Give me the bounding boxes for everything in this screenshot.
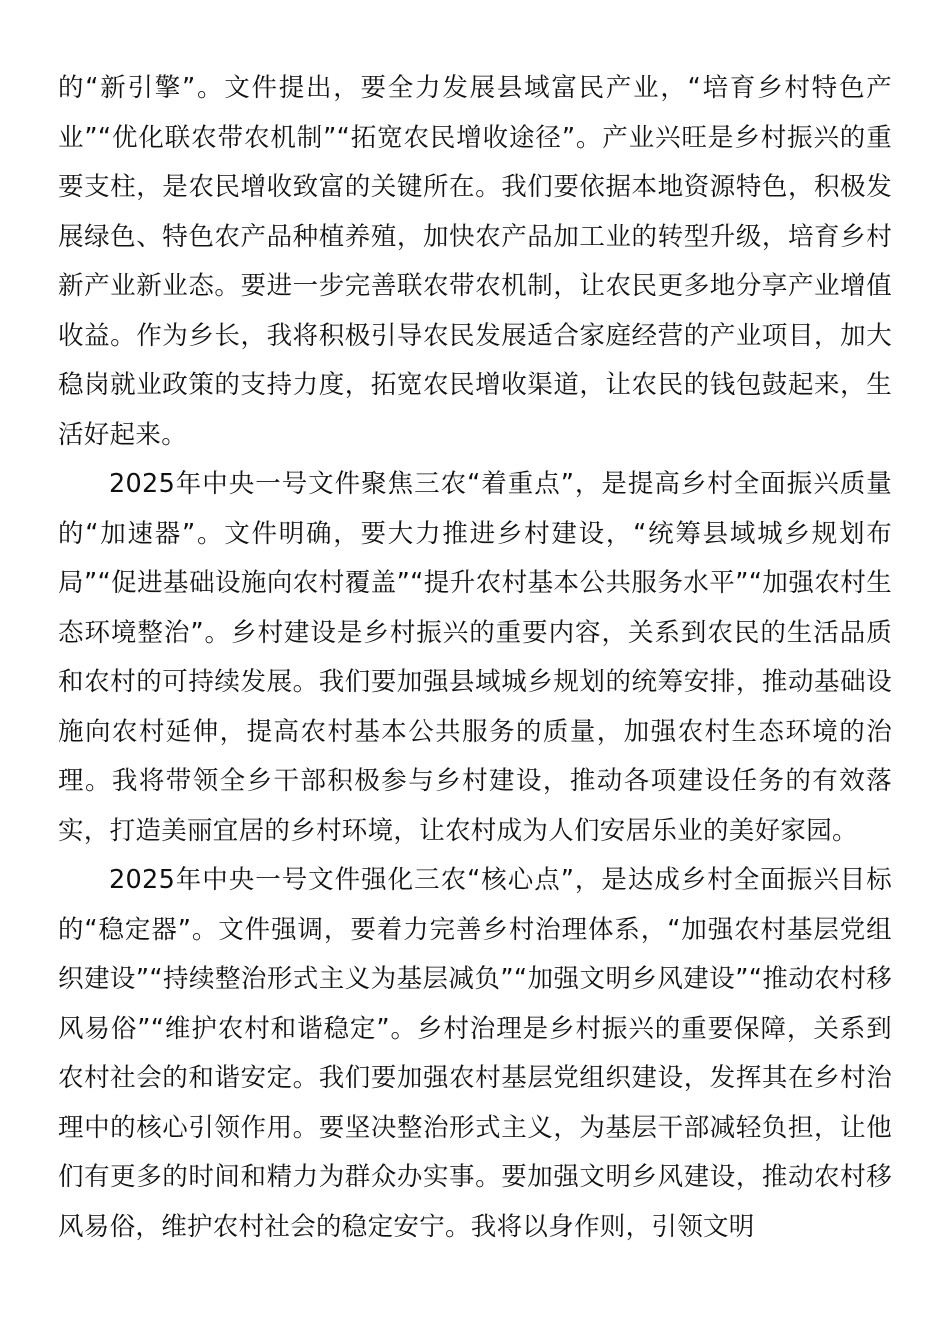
- paragraph-rural-governance: 2025年中央一号文件强化三农“核心点”，是达成乡村全面振兴目标的“稳定器”。文件强调，要着力完善乡村治理体系，“加强农村基层党组织建设”“持续整治形式主义为基层减负”“加强文明乡风建设”“推动农村移风易俗”“维护农村和谐稳定”。乡村治理是乡村振兴的重要保障，关系到农村社会的和谐安定。我们要加强农村基层党组织建设，发挥其在乡村治理中的核心引领作用。要坚决整治形式主义，为基层干部减轻负担，让他们有更多的时间和精力为群众办实事。要加强文明乡风建设，推动农村移风易俗，维护农村社会的稳定安宁。我将以身作则，引领文明: [58, 865, 892, 1242]
- document-body: [58, 64, 892, 1252]
- paragraph-industry: 的“新引擎”。文件提出，要全力发展县域富民产业，“培育乡村特色产业”“优化联农带农机制”“拓宽农民增收途径”。产业兴旺是乡村振兴的重要支柱，是农民增收致富的关键所在。我们要依据本地资源特色，积极发展绿色、特色农产品种植养殖，加快农产品加工业的转型升级，培育乡村新产业新业态。要进一步完善联农带农机制，让农民更多地分享产业增值收益。作为乡长，我将积极引导农民发展适合家庭经营的产业项目，加大稳岗就业政策的支持力度，拓宽农民增收渠道，让农民的钱包鼓起来，生活好起来。: [58, 73, 892, 450]
- paragraph-rural-construction: 2025年中央一号文件聚焦三农“着重点”，是提高乡村全面振兴质量的“加速器”。文件明确，要大力推进乡村建设，“统筹县域城乡规划布局”“促进基础设施向农村覆盖”“提升农村基本公共服务水平”“加强农村生态环境整治”。乡村建设是乡村振兴的重要内容，关系到农民的生活品质和农村的可持续发展。我们要加强县域城乡规划的统筹安排，推动基础设施向农村延伸，提高农村基本公共服务的质量，加强农村生态环境的治理。我将带领全乡干部积极参与乡村建设，推动各项建设任务的有效落实，打造美丽宜居的乡村环境，让农村成为人们安居乐业的美好家园。: [58, 469, 892, 846]
